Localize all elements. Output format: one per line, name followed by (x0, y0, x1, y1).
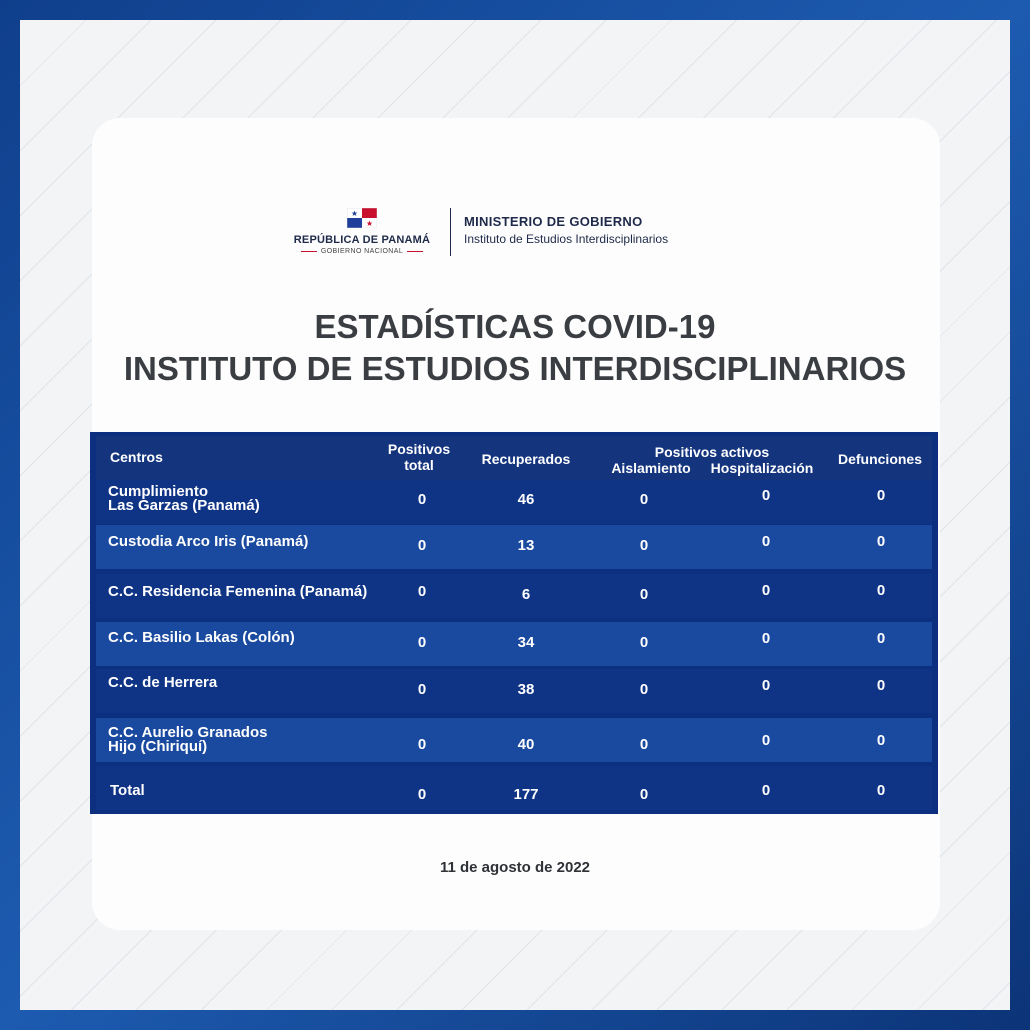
cell-positivos: 0 (417, 786, 427, 803)
cell-aislamiento: 0 (639, 681, 649, 698)
report-date: 11 de agosto de 2022 (439, 859, 591, 876)
cell-hospitalizacion: 0 (761, 582, 771, 599)
page-title-line2: INSTITUTO DE ESTUDIOS INTERDISCIPLINARIOS (123, 350, 907, 387)
cell-aislamiento: 0 (639, 586, 649, 603)
table-row (96, 525, 932, 569)
cell-recuperados: 13 (517, 537, 535, 554)
row-name-line1: Cumplimiento (108, 483, 208, 500)
cell-positivos: 0 (417, 537, 427, 554)
logo-divider (450, 208, 451, 256)
row-name-line1: Custodia Arco Iris (Panamá) (108, 533, 309, 550)
cell-positivos: 0 (417, 491, 427, 508)
header-defunciones: Defunciones (837, 451, 922, 467)
cell-recuperados: 6 (521, 586, 531, 603)
table-row-total (96, 766, 932, 810)
cell-aislamiento: 0 (639, 634, 649, 651)
cell-aislamiento: 0 (639, 491, 649, 508)
cell-aislamiento: 0 (639, 786, 649, 803)
header-centros: Centros (110, 449, 163, 465)
cell-positivos: 0 (417, 634, 427, 651)
cell-defunciones: 0 (876, 782, 886, 799)
cell-aislamiento: 0 (639, 537, 649, 554)
cell-positivos: 0 (417, 583, 427, 600)
table-row (96, 480, 932, 524)
header-positivos-line1: Positivos (387, 441, 451, 457)
row-name-line1: C.C. Residencia Femenina (Panamá) (108, 583, 368, 600)
ministerio-title: MINISTERIO DE GOBIERNO (464, 214, 643, 229)
cell-defunciones: 0 (876, 630, 886, 647)
cell-hospitalizacion: 0 (761, 533, 771, 550)
row-name-line1: C.C. Basilio Lakas (Colón) (108, 629, 295, 646)
table-row (96, 622, 932, 666)
panama-flag-icon (347, 208, 377, 228)
cell-recuperados: 34 (517, 634, 535, 651)
republica-logo (288, 208, 436, 260)
gobierno-text: GOBIERNO NACIONAL (320, 248, 404, 255)
cell-positivos: 0 (417, 681, 427, 698)
table-row (96, 574, 932, 618)
cell-positivos: 0 (417, 736, 427, 753)
header-hospitalizacion: Hospitalización (710, 460, 814, 476)
row-name-line2: Las Garzas (Panamá) (108, 497, 260, 514)
cell-recuperados: 46 (517, 491, 535, 508)
cell-defunciones: 0 (876, 677, 886, 694)
cell-defunciones: 0 (876, 487, 886, 504)
cell-hospitalizacion: 0 (761, 487, 771, 504)
header-aislamiento: Aislamiento (611, 460, 691, 476)
row-name-line1: C.C. Aurelio Granados (108, 724, 268, 741)
republica-text: REPÚBLICA DE PANAMÁ (293, 234, 431, 246)
divider-line (407, 251, 423, 252)
table-row (96, 669, 932, 713)
header-recuperados: Recuperados (481, 451, 571, 467)
stats-table (90, 432, 938, 814)
row-name-line1: C.C. de Herrera (108, 674, 218, 691)
cell-defunciones: 0 (876, 732, 886, 749)
cell-defunciones: 0 (876, 582, 886, 599)
cell-hospitalizacion: 0 (761, 732, 771, 749)
page-title-line1: ESTADÍSTICAS COVID-19 (314, 308, 716, 345)
row-name-line1: Total (110, 782, 145, 799)
cell-recuperados: 40 (517, 736, 535, 753)
cell-hospitalizacion: 0 (761, 630, 771, 647)
header-positivos-line2: total (404, 457, 434, 473)
cell-recuperados: 38 (517, 681, 535, 698)
cell-hospitalizacion: 0 (761, 782, 771, 799)
cell-defunciones: 0 (876, 533, 886, 550)
row-name-line2: Hijo (Chiriquí) (108, 738, 208, 755)
cell-recuperados: 177 (513, 786, 539, 803)
divider-line (301, 251, 317, 252)
gobierno-row (288, 248, 436, 255)
cell-hospitalizacion: 0 (761, 677, 771, 694)
table-header (96, 436, 932, 480)
cell-aislamiento: 0 (639, 736, 649, 753)
table-row (96, 718, 932, 762)
instituto-subtitle: Instituto de Estudios Interdisciplinarios (464, 232, 669, 246)
ministerio-logo (464, 214, 668, 246)
header-positivos-activos: Positivos activos (654, 444, 770, 460)
